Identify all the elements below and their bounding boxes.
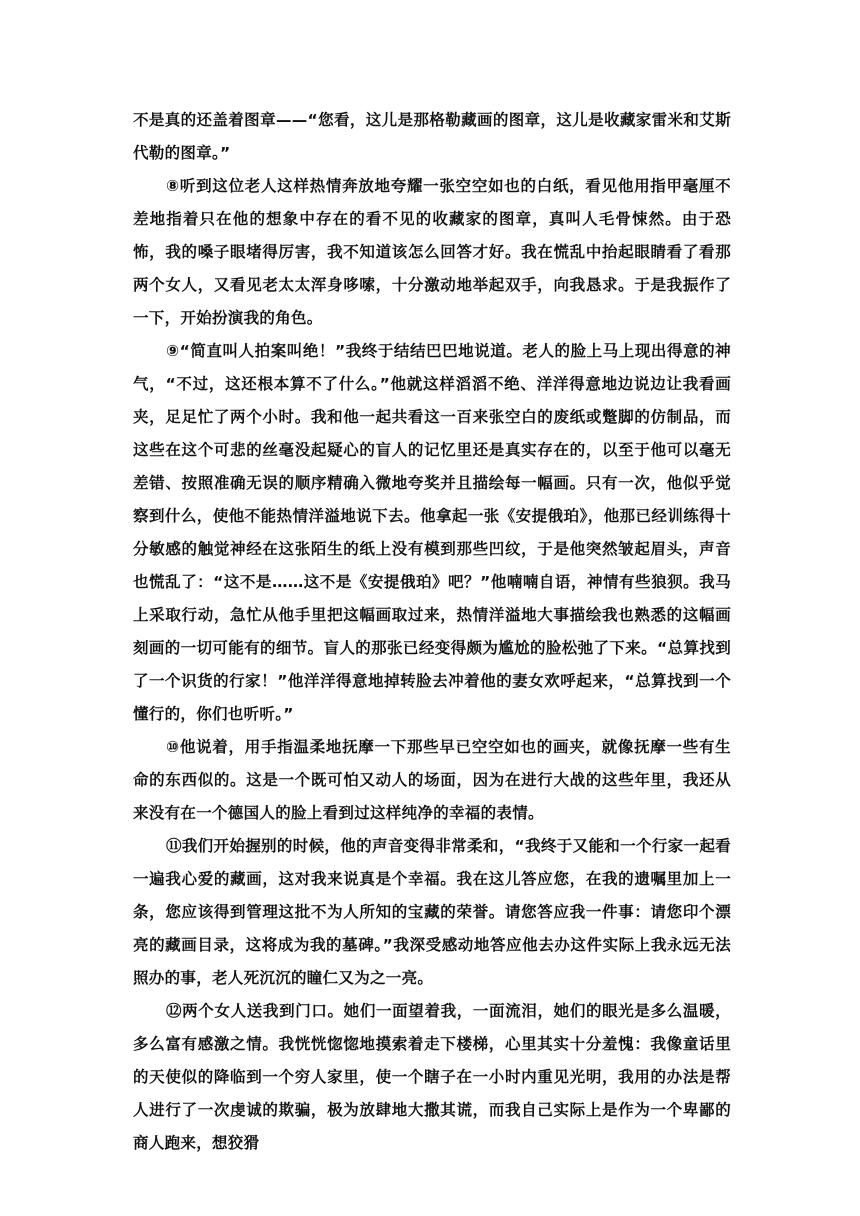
paragraph-8: ⑧听到这位老人这样热情奔放地夸耀一张空空如也的白纸，看见他用指甲毫厘不差地指着只在他的想象中存在的看不见的收藏家的图章，真叫人毛骨悚然。由于恐怖，我的嗓子眼堵得厉害，我不知道该怎么回答才好。我在慌乱中抬起眼睛看了看那两个女人，又看见老太太浑身哆嗦，十分激动地举起双手，向我恳求。于是我振作了一下，开始扮演我的角色。 bbox=[133, 177, 731, 327]
paragraph-11: ⑪我们开始握别的时候，他的声音变得非常柔和，“我终于又能和一个行家一起看一遍我心爱的藏画，这对我来说真是个幸福。我在这儿答应您，在我的遗嘱里加上一条，您应该得到管理这批不为人所知的宝藏的荣誉。请您答应我一件事：请您印个漂亮的藏画目录，这将成为我的墓碑。”我深受感动地答应他去办这件实际上我永远无法照办的事，老人死沉沉的瞳仁又为之一亮。 bbox=[133, 837, 731, 987]
paragraph-9: ⑨“简直叫人拍案叫绝！”我终于结结巴巴地说道。老人的脸上马上现出得意的神气，“不过，这还根本算不了什么。”他就这样滔滔不绝、洋洋得意地边说边让我看画夹，足足忙了两个小时。我和他一起共看这一百来张空白的废纸或蹩脚的仿制品，而这些在这个可悲的丝毫没起疑心的盲人的记忆里还是真实存在的，以至于他可以毫无差错、按照准确无误的顺序精确入微地夸奖并且描绘每一幅画。只有一次，他似乎觉察到什么，使他不能热情洋溢地说下去。他拿起一张《安提俄珀》，他那已经训练得十分敏感的触觉神经在这张陌生的纸上没有模到那些凹纹，于是他突然皱起眉头，声音也慌乱了：“这不是……这不是《安提俄珀》吧？”他喃喃自语，神情有些狼狈。我马上采取行动，急忙从他手里把这幅画取过来，热情洋溢地大事描绘我也熟悉的这幅画刻画的一切可能有的细节。盲人的那张已经变得颇为尴尬的脸松弛了下来。“总算找到了一个识货的行家！”他洋洋得意地掉转脸去冲着他的妻女欢呼起来，“总算找到一个懂行的，你们也听听。” bbox=[133, 342, 731, 723]
paragraph-7-continuation: 不是真的还盖着图章——“您看，这儿是那格勒藏画的图章，这儿是收藏家雷米和艾斯代勒的图章。” bbox=[133, 111, 731, 162]
document-body bbox=[133, 104, 731, 1160]
paragraph-12: ⑫两个女人送我到门口。她们一面望着我，一面流泪，她们的眼光是多么温暖，多么富有感激之情。我恍恍惚惚地摸索着走下楼梯，心里其实十分羞愧：我像童话里的天使似的降临到一个穷人家里，使一个瞎子在一小时内重见光明，我用的办法是帮人进行了一次虔诚的欺骗，极为放肆地大撒其谎，而我自己实际上是作为一个卑鄙的商人跑来，想狡猾 bbox=[133, 1002, 731, 1152]
paragraph-10: ⑩他说着，用手指温柔地抚摩一下那些早已空空如也的画夹，就像抚摩一些有生命的东西似的。这是一个既可怕又动人的场面，因为在进行大战的这些年里，我还从来没有在一个德国人的脸上看到过这样纯净的幸福的表情。 bbox=[133, 738, 731, 822]
